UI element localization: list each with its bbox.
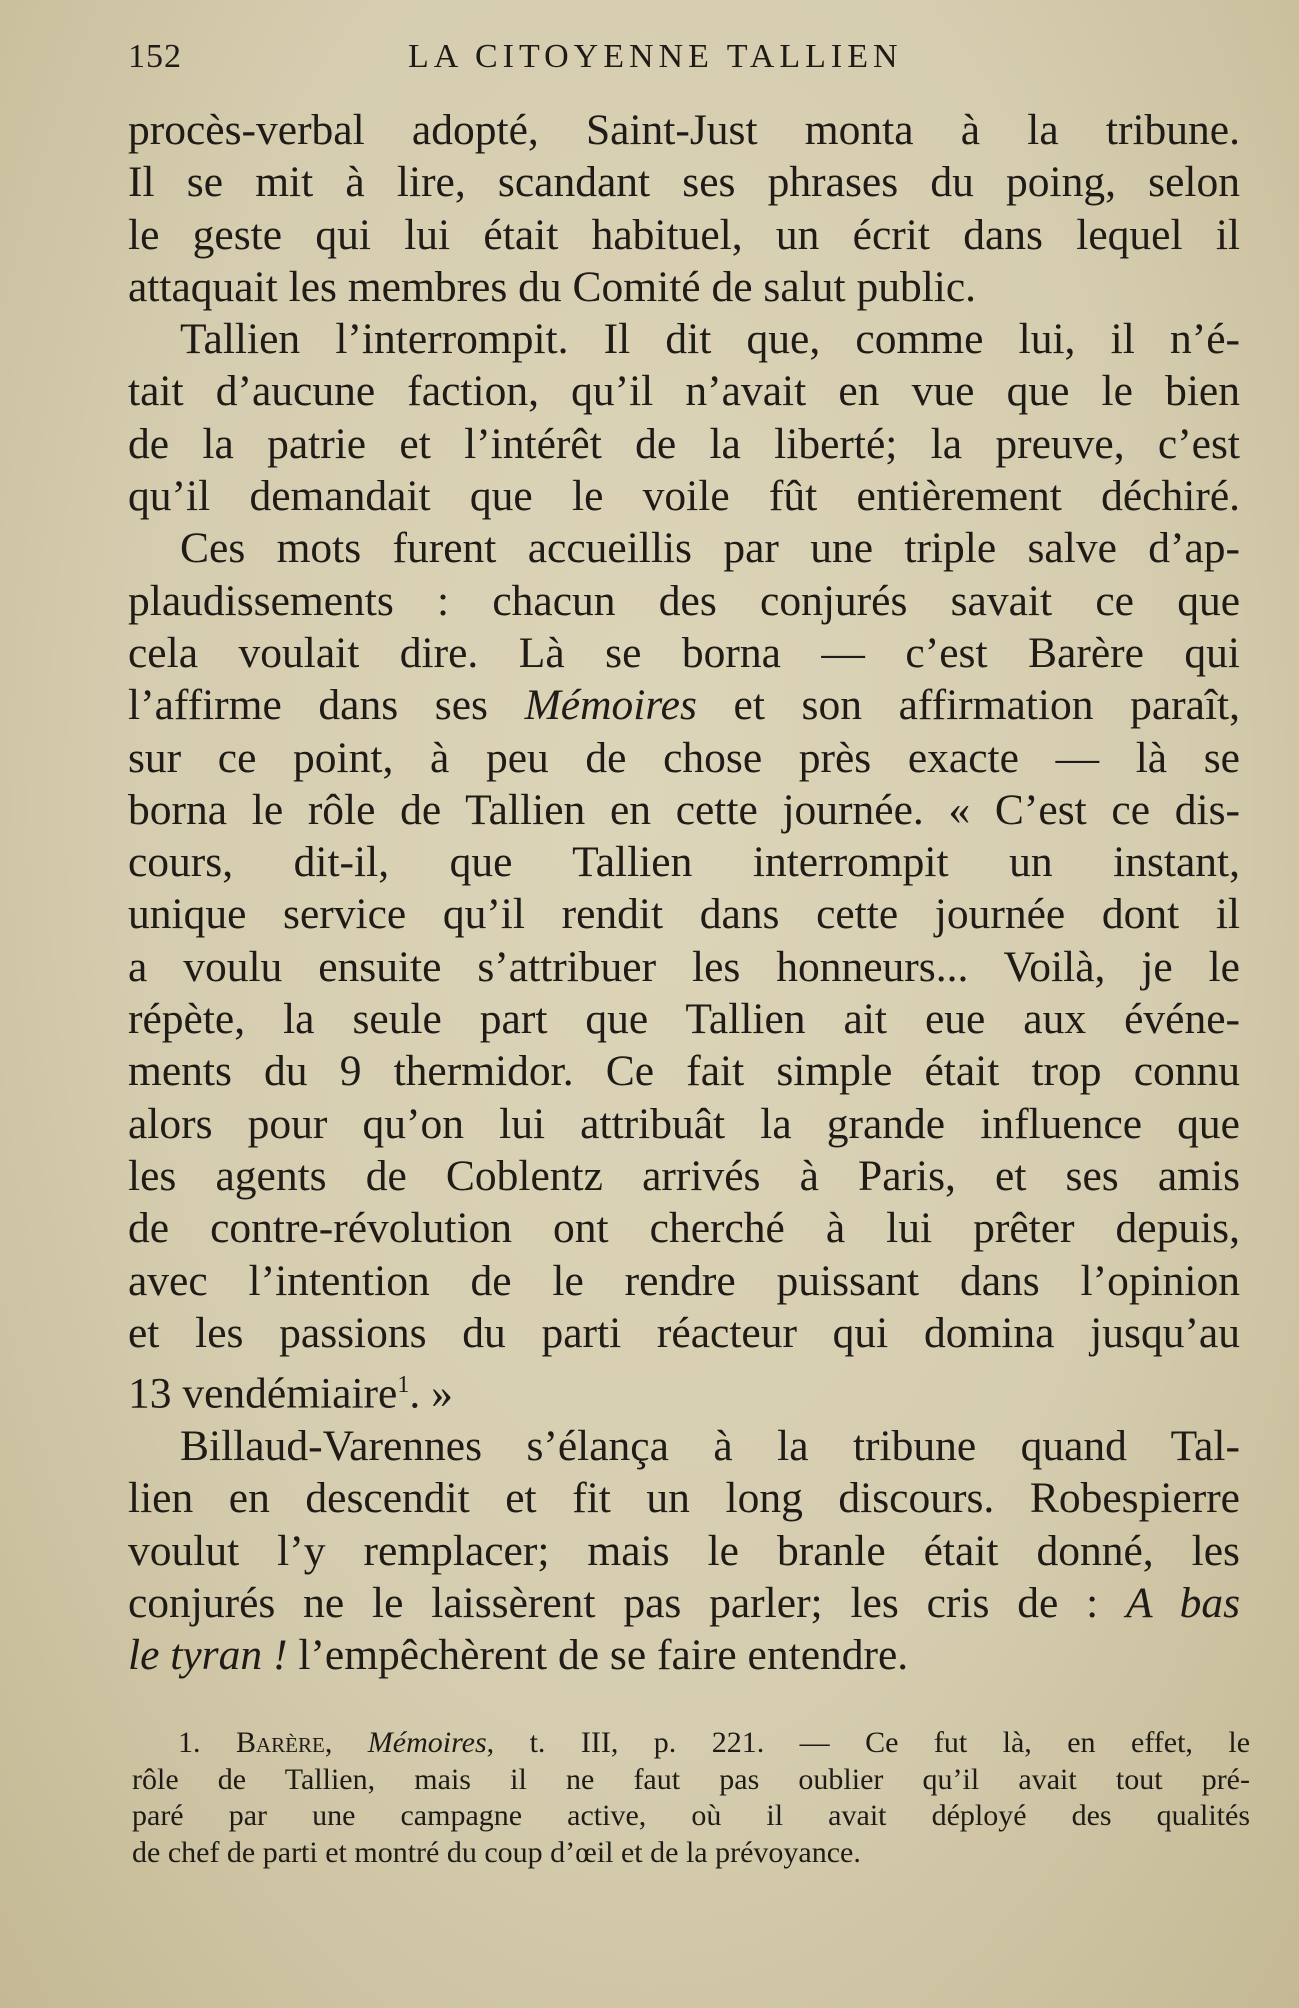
text-line: Tallien l’interrompit. Il dit que, comme lui, il n’é-: [180, 315, 1240, 364]
text-line: répète, la seule part que Tallien ait eue aux événe-: [128, 995, 1240, 1044]
text-segment: 13 vendémiaire: [128, 1369, 398, 1418]
footnote-number: 1.: [178, 1726, 201, 1759]
footnote-line: rôle de Tallien, mais il ne faut pas oublier qu’il avait tout pré-: [132, 1762, 1250, 1796]
running-title: LA CITOYENNE TALLIEN: [408, 38, 903, 75]
text-line-with-italic: [128, 1629, 1240, 1681]
text-line: le geste qui lui était habituel, un écrit dans lequel il: [128, 210, 1240, 259]
text-line: unique service qu’il rendit dans cette journée dont il: [128, 890, 1240, 939]
text-line: avec l’intention de le rendre puissant dans l’opinion: [128, 1256, 1240, 1305]
italic-exclamation: A bas: [1125, 1578, 1240, 1627]
text-line: voulut l’y remplacer; mais le branle était donné, les: [128, 1526, 1240, 1575]
text-line: Il se mit à lire, scandant ses phrases du poing, selon: [128, 158, 1240, 207]
footnote-author: Barère: [235, 1726, 325, 1759]
text-line: de la patrie et l’intérêt de la liberté; la preuve, c’est: [128, 419, 1240, 468]
text-segment: ,: [324, 1726, 368, 1759]
text-line: Billaud-Varennes s’élança à la tribune quand Tal-: [180, 1421, 1240, 1470]
page-header: [128, 38, 1238, 82]
text-line-with-italic: [128, 679, 1240, 731]
text-line: sur ce point, à peu de chose près exacte — là se: [128, 733, 1240, 782]
footnote-line: [132, 1725, 1250, 1762]
text-line: attaquait les membres du Comité de salut public.: [128, 262, 977, 311]
body-text: [128, 104, 1240, 1681]
text-line: cours, dit-il, que Tallien interrompit un instant,: [128, 838, 1240, 887]
text-segment: . »: [409, 1369, 453, 1418]
text-segment: et son affirmation paraît,: [696, 681, 1240, 730]
text-segment: l’empêchèrent de se faire entendre.: [287, 1631, 909, 1680]
text-line: et les passions du parti réacteur qui domina jusqu’au: [128, 1308, 1240, 1357]
italic-exclamation: le tyran !: [128, 1631, 288, 1680]
text-line: plaudissements : chacun des conjurés savait ce que: [128, 576, 1240, 625]
text-segment: conjurés ne le laissèrent pas parler; les cris de :: [128, 1578, 1126, 1627]
text-line-with-italic: [128, 1577, 1240, 1629]
footnote-reference: 1: [397, 1372, 410, 1399]
italic-title-memoires: Mémoires: [524, 681, 697, 730]
text-line: alors pour qu’on lui attribuât la grande influence que: [128, 1099, 1240, 1148]
text-line: qu’il demandait que le voile fût entièrement déchiré.: [128, 472, 1240, 521]
page-number: 152: [128, 38, 182, 75]
text-line: cela voulait dire. Là se borna — c’est Barère qui: [128, 628, 1240, 677]
footnote-line: paré par une campagne active, où il avait déployé des qualités: [132, 1799, 1250, 1832]
text-line: lien en descendit et fit un long discours. Robespierre: [128, 1474, 1240, 1523]
footnote: [132, 1725, 1250, 1871]
text-line: ments du 9 thermidor. Ce fait simple était trop connu: [128, 1047, 1240, 1096]
text-line: les agents de Coblentz arrivés à Paris, et ses amis: [128, 1151, 1240, 1200]
text-line: Ces mots furent accueillis par une triple salve d’ap-: [180, 524, 1240, 573]
text-line: borna le rôle de Tallien en cette journée. « C’est ce dis-: [128, 785, 1240, 834]
footnote-line: de chef de parti et montré du coup d’œil et de la prévoyance.: [132, 1835, 861, 1869]
text-line: procès-verbal adopté, Saint-Just monta à la tribune.: [128, 106, 1240, 154]
footnote-work-title: Mémoires: [367, 1726, 487, 1759]
text-line: tait d’aucune faction, qu’il n’avait en vue que le bien: [128, 367, 1240, 416]
text-line: a voulu ensuite s’attribuer les honneurs... Voilà, je le: [128, 942, 1240, 991]
text-segment: l’affirme dans ses: [128, 681, 525, 730]
text-line: de contre-révolution ont cherché à lui prêter depuis,: [128, 1204, 1240, 1253]
text-line-with-footnote-ref: [128, 1359, 1240, 1420]
text-segment: , t. III, p. 221. — Ce fut là, en effet, le: [486, 1726, 1251, 1759]
